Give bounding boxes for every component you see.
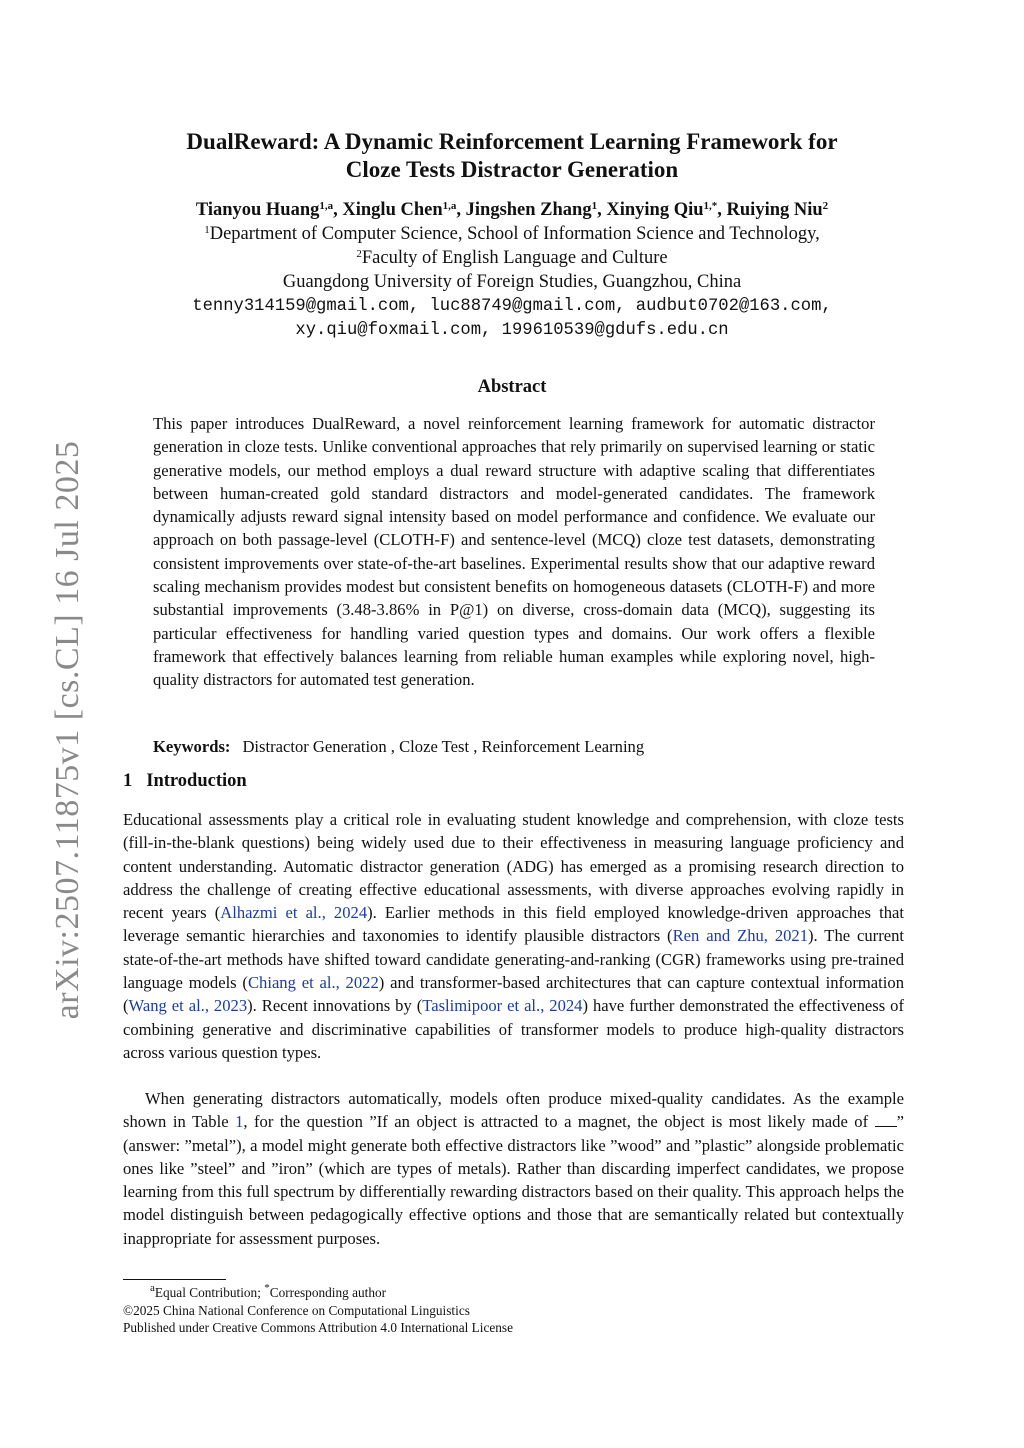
keywords-label: Keywords: <box>153 737 231 756</box>
abstract-heading: Abstract <box>477 377 547 397</box>
footnote-copyright: ©2025 China National Conference on Computational Linguistics <box>123 1303 470 1318</box>
author-name: Jingshen Zhang <box>465 200 592 220</box>
affiliation-text: Faculty of English Language and Culture <box>361 248 668 268</box>
paragraph-text: ) have further demonstrated the effectiveness of combining generative and discriminative capabilities of transformer models to produce high-quality distractors across various question types. <box>123 996 904 1062</box>
citation-link[interactable]: Taslimipoor et al., 2024 <box>422 996 583 1016</box>
paragraph-text: , for the question ”If an object is attracted to a magnet, the object is most likely made of <box>243 1112 875 1132</box>
title-line-1: DualReward: A Dynamic Reinforcement Learning Framework for <box>186 129 838 154</box>
keywords <box>153 737 644 757</box>
affiliation-1 <box>0 222 1024 246</box>
affiliation-text: Department of Computer Science, School of Information Science and Technology, <box>209 224 820 244</box>
paragraph-text: ” (answer: ”metal”), a model might generate both effective distractors like ”wood” and ”plastic” alongside problematic ones like ”steel” and ”iron” (which are types of metals). Rather than discarding imperfect candidates, we propose learning from this full spectrum by differentially rewarding distractors based on their quality. This approach helps the model distinguish between pedagogically effective options and those that are semantically related but contextually inappropriate for assessment purposes. <box>123 1112 905 1248</box>
paragraph-text: When generating distractors automatically, models often produce mixed-quality candidates. As the example shown in Table <box>123 1089 904 1132</box>
author-affil-sup: 1,* <box>703 199 718 212</box>
author-name: Xinglu Chen <box>342 200 443 220</box>
citation-link[interactable]: Ren and Zhu, 2021 <box>672 926 809 946</box>
footnote-text: Corresponding author <box>269 1285 387 1300</box>
author-name: Ruiying Niu <box>726 200 823 220</box>
author-name: Xinying Qiu <box>606 200 704 220</box>
section-number: 1 <box>123 771 133 791</box>
citation-link[interactable]: Chiang et al., 2022 <box>247 973 379 993</box>
intro-paragraph-1 <box>123 808 904 1064</box>
author-affil-sup: 1,a <box>319 199 334 212</box>
author-sep: , <box>333 200 343 220</box>
section-title: Introduction <box>146 771 247 791</box>
keywords-list: Distractor Generation , Cloze Test , Reinforcement Learning <box>242 737 645 756</box>
blank-underline <box>875 1116 897 1127</box>
footnote-sup: * <box>264 1281 270 1294</box>
affiliation-sup: 1 <box>204 223 210 236</box>
author-sep: , <box>597 200 607 220</box>
intro-paragraph-2 <box>123 1087 904 1250</box>
paragraph-text: Educational assessments play a critical role in evaluating student knowledge and comprehension, with cloze tests (fill-in-the-blank questions) being widely used due to their effectiveness in measuring language proficiency and content understanding. Automatic distractor generation (ADG) has emerged as a promising research direction to address the challenge of creating effective educational assessments, with diverse approaches evolving rapidly in recent years ( <box>123 810 904 923</box>
paragraph-text: ). Earlier methods in this field employed knowledge-driven approaches that leverage semantic hierarchies and taxonomies to identify plausible distractors ( <box>123 903 904 946</box>
author-list <box>0 198 1024 222</box>
author-sep: , <box>717 200 727 220</box>
footnote-rule <box>123 1279 226 1280</box>
affiliation-sup: 2 <box>356 247 362 260</box>
paragraph-text: ). Recent innovations by ( <box>247 996 423 1016</box>
emails-line-2: xy.qiu@foxmail.com, 199610539@gdufs.edu.cn <box>295 321 729 340</box>
author-affil-sup: 2 <box>822 199 829 212</box>
citation-link[interactable]: Alhazmi et al., 2024 <box>220 903 368 923</box>
paper-title <box>0 128 1024 184</box>
title-line-2: Cloze Tests Distractor Generation <box>345 157 679 182</box>
affiliation-2 <box>0 246 1024 270</box>
author-sep: , <box>456 200 466 220</box>
affiliation-3: Guangdong University of Foreign Studies, Guangzhou, China <box>282 272 742 292</box>
author-affil-sup: 1,a <box>442 199 457 212</box>
paragraph-text: ). The current state-of-the-art methods have shifted toward candidate generating-and-ranking (CGR) frameworks using pre-trained language models ( <box>123 926 904 993</box>
footnote-sup: a <box>150 1281 155 1294</box>
footnote-license: Published under Creative Commons Attribution 4.0 International License <box>123 1320 513 1335</box>
author-name: Tianyou Huang <box>195 200 320 220</box>
footnote-contribution <box>150 1281 387 1301</box>
arxiv-sidebar-stamp: arXiv:2507.11875v1 [cs.CL] 16 Jul 2025 <box>49 440 86 1020</box>
paragraph-text: ) and transformer-based architectures that can capture contextual information ( <box>123 973 904 1016</box>
abstract-text: This paper introduces DualReward, a novel reinforcement learning framework for automatic distractor generation in cloze tests. Unlike conventional approaches that rely primarily on supervised learning or static generative models, our method employs a dual reward structure with adaptive scaling that differentiates between human-created gold standard distractors and model-generated candidates. The framework dynamically adjusts reward signal intensity based on model performance and confidence. We evaluate our approach on both passage-level (CLOTH-F) and sentence-level (MCQ) cloze test datasets, demonstrating consistent improvements over state-of-the-art baselines. Experimental results show that our adaptive reward scaling mechanism provides modest but consistent benefits on homogeneous datasets (CLOTH-F) and more substantial improvements (3.48-3.86% in P@1) on diverse, cross-domain data (MCQ), suggesting its particular effectiveness for handling varied question types and domains. Our work offers a flexible framework that effectively balances learning from reliable human examples while exploring novel, high-quality distractors for automated test generation. <box>153 414 875 690</box>
author-affil-sup: 1 <box>591 199 598 212</box>
emails-line-1: tenny314159@gmail.com, luc88749@gmail.com, audbut0702@163.com, <box>192 297 832 316</box>
citation-link[interactable]: Wang et al., 2023 <box>128 996 248 1016</box>
table-reference-link[interactable]: 1 <box>235 1112 244 1132</box>
footnote-text: Equal Contribution; <box>154 1285 265 1300</box>
section-heading <box>123 771 247 792</box>
